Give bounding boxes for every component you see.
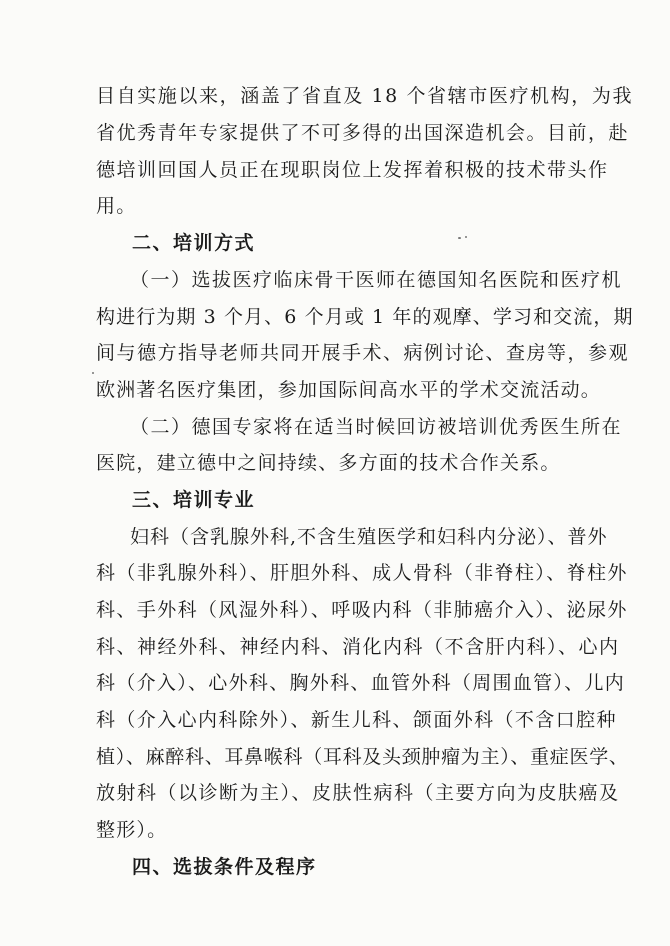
intro-line-1: 目自实施以来，涵盖了省直及 18 个省辖市医疗机构，为我 [96,85,634,107]
intro-line-4: 用。 [96,195,137,217]
section-2-item-1-line-1: （一）选拔医疗临床骨干医师在德国知名医院和医疗机 [130,269,623,291]
section-3-line-9: 整形）。 [96,819,168,841]
section-3-line-7: 植）、麻醉科、耳鼻喉科（耳科及头颈肿瘤为主）、重症医学、 [96,746,629,768]
section-4-heading: 四、选拔条件及程序 [132,856,317,878]
section-3-line-5: 科（介入）、心外科、胸外科、血管外科（周围血管）、儿内 [96,672,626,694]
section-3-line-6: 科（介入心内科除外）、新生儿科、颌面外科（不含口腔种 [96,709,617,731]
section-3-line-1: 妇科（含乳腺外科,不含生殖医学和妇科内分泌）、普外 [130,526,608,548]
section-3-heading: 三、培训专业 [132,489,256,511]
section-3-line-2: 科（非乳腺外科）、肝胆外科、成人骨科（非脊柱）、脊柱外 [96,562,628,584]
section-2-item-1-line-4: 欧洲著名医疗集团，参加国际间高水平的学术交流活动。 [96,379,602,401]
section-3-line-8: 放射科（以诊断为主）、皮肤性病科（主要方向为皮肤癌及 [96,782,620,804]
section-2-item-1-line-2: 构进行为期 3 个月、6 个月或 1 年的观摩、学习和交流，期 [96,306,634,328]
intro-line-3: 德培训回国人员正在现职岗位上发挥着积极的技术带头作 [96,159,609,181]
section-2-item-2-line-1: （二）德国专家将在适当时候回访被培训优秀医生所在 [130,416,623,438]
scan-speck [458,237,461,239]
section-2-item-2-line-2: 医院，建立德中之间持续、多方面的技术合作关系。 [96,452,561,474]
section-2-item-1-line-3: 间与德方指导老师共同开展手术、病例讨论、查房等，参观 [96,342,630,364]
scan-speck [92,372,94,374]
section-2-heading: 二、培训方式 [132,232,256,254]
scan-speck [465,236,467,238]
section-3-line-4: 科、神经外科、神经内科、消化内科（不含肝内科）、心内 [96,636,620,658]
intro-line-2: 省优秀青年专家提供了不可多得的出国深造机会。目前，赴 [96,122,630,144]
section-3-line-3: 科、手外科（风湿外科）、呼吸内科（非肺癌介入）、泌尿外 [96,599,628,621]
